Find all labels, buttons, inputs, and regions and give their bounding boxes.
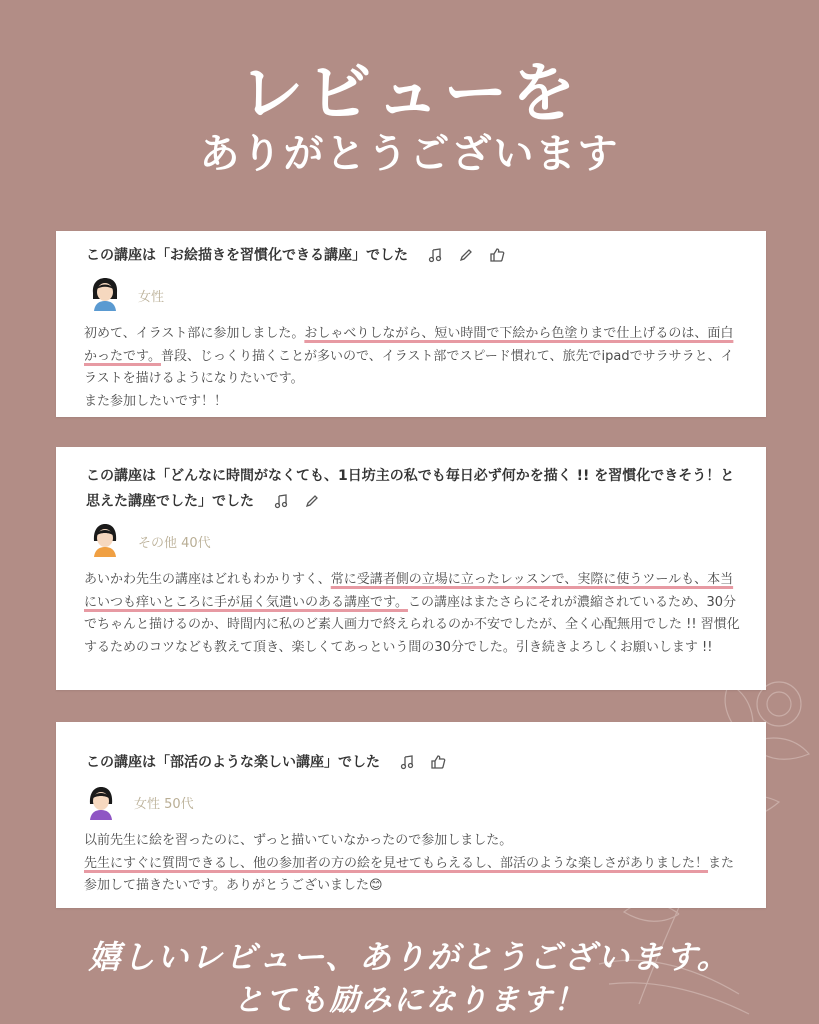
review-text-highlight: おしゃべりしながら、短い時間で下絵から色塗りまで仕上げるのは、面白かったです。 [84, 326, 734, 364]
avatar [86, 786, 116, 820]
review-text-highlight: 先生にすぐに質問できるし、他の参加者の方の絵を見せてもらえるし、部活のような楽しさがありました！ [84, 855, 709, 871]
reviewer-info: 女性 50代 [134, 797, 194, 812]
review-body [84, 569, 744, 659]
review-text: 以前先生に絵を習ったのに、ずっと描いていなかったので参加しました。 [84, 833, 513, 848]
review-heading-text: この講座は「部活のような楽しい講座」でした [86, 754, 380, 771]
encouragement-message: とても励みになります！ [233, 983, 586, 1018]
page-title-line1: レビューを [239, 57, 580, 131]
review-text: また参加したいです！！ [84, 393, 228, 409]
music-note-icon [427, 247, 443, 263]
review-text: 普段、じっくり描くことが多いので、イラスト部でスピード慣れて、旅先でipadでサラサラと、イラストを描けるようになりたいです。 [84, 348, 734, 386]
review-body [84, 323, 744, 413]
thumbs-up-icon [430, 754, 446, 770]
review-heading [86, 750, 742, 776]
music-note-icon [399, 754, 415, 770]
pencil-icon [458, 247, 474, 263]
review-heading [86, 243, 742, 269]
review-text: あいかわ先生の講座はどれもわかりすく、 [84, 572, 331, 587]
review-heading [86, 464, 742, 515]
review-body [84, 830, 744, 898]
review-tags [273, 489, 330, 514]
reviewer-info: その他 40代 [138, 536, 211, 551]
pencil-icon [304, 493, 320, 509]
avatar [90, 277, 120, 311]
review-tags [399, 750, 456, 775]
review-text: また参加して描きたいです。ありがとうございました😊 [84, 855, 735, 893]
review-heading-text: この講座は「どんなに時間がなくても、1日坊主の私でも毎日必ず何かを描く !! を習慣化できそう！と思えた講座でした」でした [86, 468, 735, 510]
thumbs-up-icon [489, 247, 505, 263]
review-heading-text: この講座は「お絵描きを習慣化できる講座」でした [86, 247, 408, 264]
review-text: 初めて、イラスト部に参加しました。 [84, 326, 305, 341]
review-text-highlight: 常に受講者側の立場に立ったレッスンで、実際に使うツールも、本当にいつも痒いところに手が届く気遣いのある講座です。 [84, 572, 734, 610]
review-card-1 [56, 231, 766, 417]
avatar [90, 523, 120, 557]
reviewer-info: 女性 [138, 290, 165, 305]
page-title-line2: ありがとうございます [199, 131, 620, 177]
review-tags [427, 243, 515, 268]
thank-you-message: 嬉しいレビュー、ありがとうございます。 [88, 938, 731, 976]
review-card-3 [56, 722, 766, 908]
music-note-icon [273, 493, 289, 509]
review-card-2 [56, 447, 766, 690]
review-text: この講座はまたさらにそれが濃縮されているため、30分でちゃんと描けるのか、時間内に私のど素人画力で終えられるのか不安でしたが、全く心配無用でした !! 習慣化するためのコツなども教えて頂き、楽しくてあっという間の30分でした。引き続きよろしくお願いします !! [84, 594, 740, 655]
